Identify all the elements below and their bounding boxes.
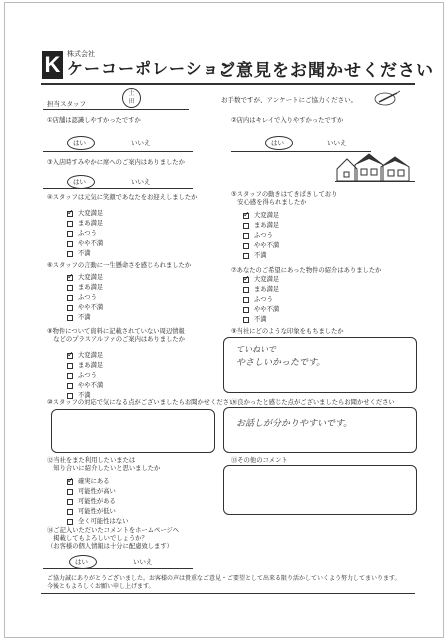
q7-checkbox[interactable]	[243, 287, 249, 293]
q4-option-label: やや不満	[78, 240, 104, 247]
q5-checkbox[interactable]	[243, 243, 249, 249]
q6-option[interactable]	[67, 313, 103, 323]
q7-option[interactable]	[243, 275, 279, 285]
question-8: ⑧物件について資料に記載されていない周辺情報 などのプラスアルファのご案内はありましたか	[47, 328, 185, 343]
q7-option[interactable]	[243, 305, 279, 315]
q6-option[interactable]	[67, 293, 103, 303]
footer-rule	[41, 593, 415, 594]
q3-no[interactable]: いいえ	[131, 178, 151, 186]
q5-option-label: ふつう	[254, 232, 273, 239]
q4-option-label: 大変満足	[78, 210, 104, 217]
q6-option[interactable]	[67, 303, 103, 313]
company-type: 株式会社	[67, 50, 95, 58]
intro-text: お手数ですが、アンケートにご協力ください。	[221, 96, 358, 104]
q4-checkbox[interactable]	[67, 251, 73, 257]
footer-line-2: 今後ともよろしくお願い申し上げます。	[47, 583, 155, 590]
q12-checkbox[interactable]	[67, 479, 73, 485]
q5-option-label: まあ満足	[254, 222, 280, 229]
q12-option[interactable]	[67, 487, 128, 497]
q12-option[interactable]	[67, 507, 128, 517]
q7-option-label: 不満	[254, 316, 267, 323]
houses-icon	[335, 151, 415, 183]
pen-icon	[373, 89, 401, 107]
q9-answer-box[interactable]	[223, 337, 417, 393]
q7-checkbox[interactable]	[243, 307, 249, 313]
q4-checkbox[interactable]	[67, 221, 73, 227]
q4-checkbox[interactable]	[67, 211, 73, 217]
q12-checkbox[interactable]	[67, 509, 73, 515]
q6-checkbox[interactable]	[67, 295, 73, 301]
q7-option-label: 大変満足	[254, 276, 280, 283]
q6-checkbox[interactable]	[67, 275, 73, 281]
question-12: ⑫当社をまた利用したいまたは 知り合いに紹介したいと思いましたか	[47, 457, 161, 472]
q7-options	[243, 275, 279, 325]
q2-no[interactable]: いいえ	[327, 139, 347, 147]
q5-option-label: 不満	[254, 252, 267, 259]
question-10: ⑩スタッフの対応で気になる点がございましたらお聞かせください	[47, 399, 236, 406]
q5-options	[243, 211, 279, 261]
q8-checkbox[interactable]	[67, 373, 73, 379]
q1-line	[43, 151, 193, 152]
q7-option-label: ふつう	[254, 296, 273, 303]
q4-option-label: ふつう	[78, 230, 97, 237]
q5-option-label: やや不満	[254, 242, 280, 249]
question-9: ⑨当社にどのような印象をもちましたか	[231, 328, 344, 335]
q4-option[interactable]	[67, 239, 103, 249]
q6-checkbox[interactable]	[67, 315, 73, 321]
q8-checkbox[interactable]	[67, 353, 73, 359]
question-6: ⑥スタッフの言動に一生懸命さを感じられましたか	[47, 262, 192, 269]
question-2: ②店内はキレイで入りやすかったですか	[231, 117, 344, 124]
form-title: ご意見をお聞かせください	[218, 61, 434, 81]
q3-yes[interactable]: はい	[73, 178, 86, 186]
q8-option-label: 大変満足	[78, 352, 104, 359]
q8-option-label: 不満	[78, 392, 91, 399]
q9-answer-line1: ていねいで	[236, 345, 276, 354]
q12-option-label: 可能性が低い	[78, 508, 116, 515]
q1-yes[interactable]: はい	[73, 139, 86, 147]
q7-checkbox[interactable]	[243, 317, 249, 323]
q6-option-label: ふつう	[78, 294, 97, 301]
q12-option-label: 可能性がある	[78, 498, 116, 505]
q7-option-label: まあ満足	[254, 286, 280, 293]
q5-checkbox[interactable]	[243, 213, 249, 219]
q6-option-label: 大変満足	[78, 274, 104, 281]
q4-checkbox[interactable]	[67, 241, 73, 247]
q5-checkbox[interactable]	[243, 253, 249, 259]
q6-option[interactable]	[67, 283, 103, 293]
q5-checkbox[interactable]	[243, 223, 249, 229]
question-3: ③入店時すみやかに席へのご案内はありましたか	[47, 159, 185, 166]
q12-checkbox[interactable]	[67, 519, 73, 525]
staff-name-stamp: 土田	[122, 88, 141, 108]
q5-option-label: 大変満足	[254, 212, 280, 219]
q12-option[interactable]	[67, 497, 128, 507]
q4-option[interactable]	[67, 209, 103, 219]
q6-options	[67, 273, 103, 323]
q3-line	[43, 188, 193, 189]
company-name: ケーコーポレーション	[67, 59, 237, 78]
staff-label: 担当スタッフ	[47, 100, 86, 108]
q7-option[interactable]	[243, 315, 279, 325]
q12-option-label: 確実にある	[78, 478, 110, 485]
question-14: ⑭ご記入いただいたコメントをホームページへ 掲載してもよろしいでしょうか？ （お客様の個人情報は十分に配慮致します）	[47, 527, 180, 550]
q12-option-label: 全く可能性はない	[78, 518, 129, 525]
q6-checkbox[interactable]	[67, 305, 73, 311]
q8-option[interactable]	[67, 351, 103, 361]
q1-no[interactable]: いいえ	[131, 139, 151, 147]
q13-answer-box[interactable]	[223, 465, 417, 515]
survey-form	[4, 2, 444, 638]
q14-no[interactable]: いいえ	[133, 558, 153, 566]
q12-option-label: 可能性が高い	[78, 488, 116, 495]
q8-options	[67, 351, 103, 401]
q6-checkbox[interactable]	[67, 285, 73, 291]
q14-line	[43, 568, 193, 569]
q11-answer-box[interactable]	[223, 407, 417, 453]
q5-option[interactable]	[243, 221, 279, 231]
q8-option[interactable]	[67, 361, 103, 371]
question-13: ⑬その他のコメント	[231, 457, 288, 464]
q4-checkbox[interactable]	[67, 231, 73, 237]
q12-checkbox[interactable]	[67, 489, 73, 495]
q4-option[interactable]	[67, 229, 103, 239]
q12-checkbox[interactable]	[67, 499, 73, 505]
q14-yes[interactable]: はい	[75, 558, 88, 566]
q5-option[interactable]	[243, 241, 279, 251]
q10-answer-box[interactable]	[51, 409, 215, 453]
q7-checkbox[interactable]	[243, 277, 249, 283]
q11-answer: お話しが分かりやすいです。	[236, 419, 353, 429]
q8-option-label: やや不満	[78, 382, 104, 389]
q8-checkbox[interactable]	[67, 383, 73, 389]
q6-option-label: やや不満	[78, 304, 104, 311]
q12-options	[67, 477, 128, 527]
footer-line-1: ご協力誠にありがとうございました。お客様の声は貴重なご意見・ご要望として出来る限り活かしていくよう努力してまいります。	[47, 575, 401, 582]
question-7: ⑦あなたのご希望にあった物件の紹介はありましたか	[231, 267, 382, 274]
q7-checkbox[interactable]	[243, 297, 249, 303]
q5-option[interactable]	[243, 211, 279, 221]
question-11: ⑪良かったと感じた点がございましたらお聞かせください	[231, 399, 395, 406]
question-5: ⑤スタッフの動きはてきぱきしており 安心感を得られましたか	[231, 191, 338, 206]
question-1: ①店舗は認識しやすかったですか	[47, 117, 141, 124]
q7-option-label: やや不満	[254, 306, 280, 313]
q8-checkbox[interactable]	[67, 363, 73, 369]
q4-option-label: 不満	[78, 250, 91, 257]
q7-option[interactable]	[243, 295, 279, 305]
question-4: ④スタッフは元気に笑顔であなたをお迎えしましたか	[47, 194, 198, 201]
company-logo: K	[42, 51, 63, 79]
q2-yes[interactable]: はい	[271, 139, 284, 147]
q6-option[interactable]	[67, 273, 103, 283]
q8-option[interactable]	[67, 371, 103, 381]
q4-options	[67, 209, 103, 259]
staff-line	[43, 109, 189, 110]
q4-option-label: まあ満足	[78, 220, 104, 227]
q9-answer-line2: やさしいかったです。	[236, 358, 326, 368]
q8-option-label: まあ満足	[78, 362, 104, 369]
q4-option[interactable]	[67, 219, 103, 229]
header-rule	[41, 83, 415, 85]
q7-option[interactable]	[243, 285, 279, 295]
q4-option[interactable]	[67, 249, 103, 259]
q6-option-label: 不満	[78, 314, 91, 321]
q5-checkbox[interactable]	[243, 233, 249, 239]
q5-option[interactable]	[243, 251, 279, 261]
q12-option[interactable]	[67, 477, 128, 487]
q8-option-label: ふつう	[78, 372, 97, 379]
q12-option[interactable]	[67, 517, 128, 527]
q8-option[interactable]	[67, 381, 103, 391]
q6-option-label: まあ満足	[78, 284, 104, 291]
q5-option[interactable]	[243, 231, 279, 241]
